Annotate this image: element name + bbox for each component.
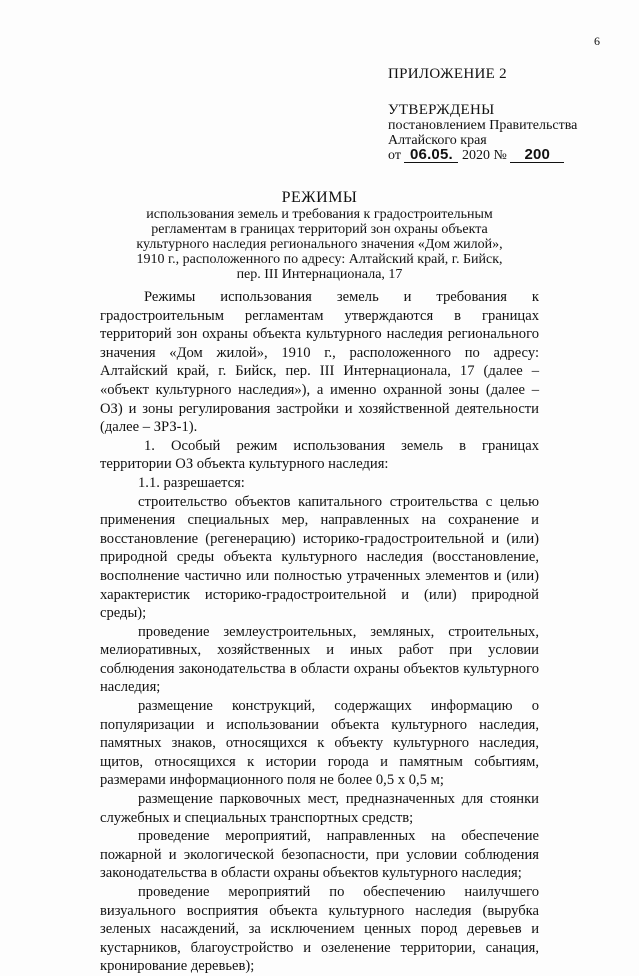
title-line: использования земель и требования к градостроительным bbox=[146, 207, 493, 222]
approval-line-2: Алтайского края bbox=[388, 133, 487, 148]
title-line: пер. III Интернационала, 17 bbox=[236, 267, 403, 282]
title-line: культурного наследия регионального значения «Дом жилой», bbox=[136, 237, 503, 252]
approval-heading: УТВЕРЖДЕНЫ bbox=[388, 102, 495, 118]
page-number: 6 bbox=[594, 34, 600, 48]
decree-number: 200 bbox=[510, 148, 564, 163]
appendix-label: ПРИЛОЖЕНИЕ 2 bbox=[388, 66, 507, 82]
list-item: строительство объектов капитального строительства с целью применения специальных мер, направленных на сохранение и восстановление (регенерацию) историко-градостроительной и (или) природной среды объекта культурного наследия (восстановление, восполнение частично или полностью утраченных элементов и (или) характеристик историко-градостроительной и (или) природной среды); bbox=[100, 493, 539, 622]
title-line: 1910 г., расположенного по адресу: Алтайский край, г. Бийск, bbox=[136, 252, 503, 267]
list-item: проведение землеустроительных, земляных, строительных, мелиоративных, хозяйственных и иных работ при условии соблюдения законодательства в области охраны объектов культурного наследия; bbox=[100, 623, 539, 696]
approval-block bbox=[388, 103, 577, 163]
list-item: размещение парковочных мест, предназначенных для стоянки служебных и специальных транспортных средств; bbox=[100, 791, 539, 826]
list-item: размещение конструкций, содержащих информацию о популяризации и использовании объекта культурного наследия, памятных знаков, относящихся к объекту культурного наследия, щитов, относящихся к истории города и памятным событиям, размерами информационного поля не более 0,5 х 0,5 м; bbox=[100, 698, 539, 789]
list-item: проведение мероприятий, направленных на обеспечение пожарной и экологической безопасности, при условии соблюдения законодательства в области охраны объектов культурного наследия; bbox=[100, 828, 539, 882]
approval-line-1: постановлением Правительства bbox=[388, 118, 578, 133]
date-prefix: от bbox=[388, 148, 401, 163]
title-line: регламентам в границах территорий зон охраны объекта bbox=[151, 222, 488, 237]
paragraph-subsection: 1.1. разрешается: bbox=[138, 474, 245, 491]
paragraph-intro: Режимы использования земель и требования к градостроительным регламентам утверждаются в границах территорий зон охраны объекта культурного наследия регионального значения «Дом жилой», 1910 г., расположенного по адресу: Алтайский край, г. Бийск, пер. III Интернационала, 17 (далее – «объект культурного наследия»), а именно охранной зоны (далее – ОЗ) и зоны регулирования застройки и хозяйственной деятельности (далее – ЗРЗ-1). bbox=[100, 289, 539, 436]
date-value: 06.05. bbox=[404, 148, 458, 163]
approval-date-line bbox=[388, 148, 577, 163]
title-heading: РЕЖИМЫ bbox=[281, 189, 358, 206]
list-item: проведение мероприятий по обеспечению наилучшего визуального восприятия объекта культурного наследия (вырубка зеленых насаждений, за исключением ценных пород деревьев и кустарников, благоустройство и озеленение территории, санация, кронирование деревьев); bbox=[100, 884, 539, 975]
document-title bbox=[100, 189, 539, 282]
document-body bbox=[100, 288, 539, 976]
paragraph-section-1: 1. Особый режим использования земель в границах территории ОЗ объекта культурного наследия: bbox=[100, 437, 539, 473]
year-text: 2020 № bbox=[461, 148, 507, 163]
